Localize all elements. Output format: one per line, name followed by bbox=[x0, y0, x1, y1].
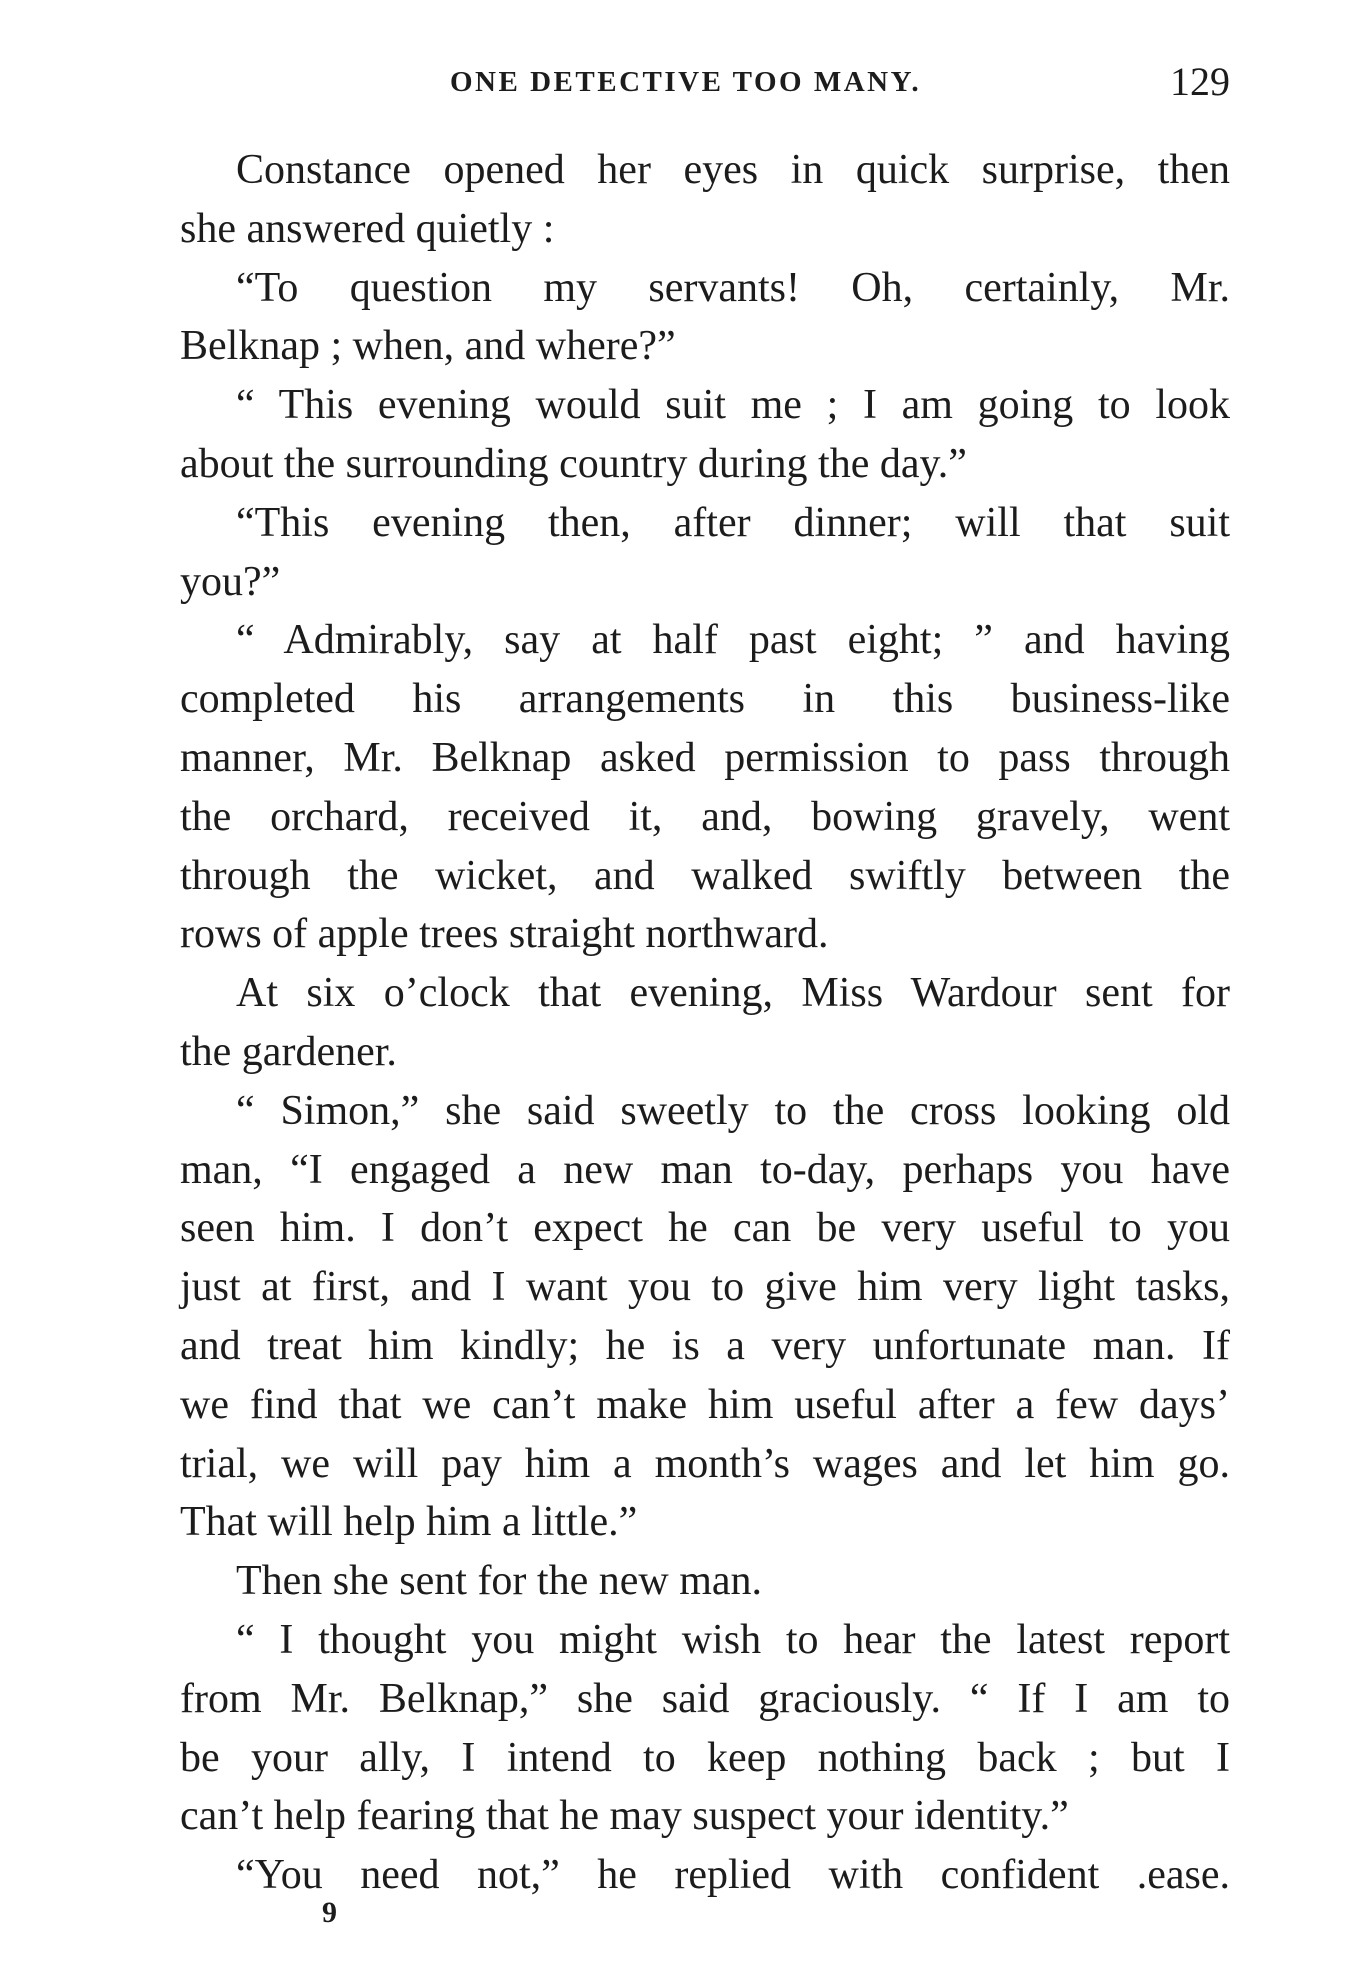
running-head bbox=[180, 58, 1230, 108]
text-line: Then she sent for the new man. bbox=[236, 1558, 763, 1605]
text-line: “This evening then, after dinner; will that suit bbox=[236, 499, 1230, 546]
text-line: “ I thought you might wish to hear the latest report bbox=[236, 1616, 1230, 1663]
text-line: “ This evening would suit me ; I am going to look bbox=[236, 382, 1230, 429]
text-line: “ Simon,” she said sweetly to the cross looking old bbox=[236, 1087, 1230, 1134]
text-line: be your ally, I intend to keep nothing back ; but I bbox=[180, 1734, 1230, 1781]
text-line: from Mr. Belknap,” she said graciously. “ If I am to bbox=[180, 1675, 1230, 1722]
text-line: “You need not,” he replied with confident .ease. bbox=[236, 1852, 1230, 1899]
text-line: we find that we can’t make him useful after a few days’ bbox=[180, 1381, 1230, 1428]
text-line: she answered quietly : bbox=[180, 205, 555, 252]
text-line: the gardener. bbox=[180, 1028, 397, 1075]
signature-mark: 9 bbox=[322, 1896, 337, 1929]
text-line: rows of apple trees straight northward. bbox=[180, 911, 829, 958]
text-line: completed his arrangements in this business-like bbox=[180, 676, 1230, 723]
running-title: ONE DETECTIVE TOO MANY. bbox=[450, 66, 922, 98]
text-line: That will help him a little.” bbox=[180, 1499, 638, 1546]
text-line: through the wicket, and walked swiftly between the bbox=[180, 852, 1230, 899]
text-line: the orchard, received it, and, bowing gravely, went bbox=[180, 793, 1230, 840]
text-line: manner, Mr. Belknap asked permission to pass through bbox=[180, 734, 1230, 781]
text-line: Constance opened her eyes in quick surprise, then bbox=[236, 147, 1230, 193]
text-line: just at first, and I want you to give him very light tasks, bbox=[180, 1264, 1230, 1311]
text-line: about the surrounding country during the day.” bbox=[180, 440, 967, 487]
text-line: Belknap ; when, and where?” bbox=[180, 323, 676, 370]
text-line: you?” bbox=[180, 558, 281, 605]
text-line: man, “I engaged a new man to-day, perhaps you have bbox=[180, 1146, 1230, 1193]
body-text bbox=[180, 141, 1230, 1905]
text-line: “To question my servants! Oh, certainly, Mr. bbox=[236, 264, 1230, 311]
text-line: “ Admirably, say at half past eight; ” and having bbox=[236, 617, 1230, 664]
text-line: At six o’clock that evening, Miss Wardour sent for bbox=[236, 970, 1230, 1017]
page-number: 129 bbox=[1170, 59, 1230, 104]
text-line: seen him. I don’t expect he can be very useful to you bbox=[180, 1205, 1230, 1252]
text-line: and treat him kindly; he is a very unfortunate man. If bbox=[180, 1322, 1230, 1369]
text-line: can’t help fearing that he may suspect your identity.” bbox=[180, 1793, 1069, 1840]
text-line: trial, we will pay him a month’s wages and let him go. bbox=[180, 1440, 1230, 1487]
